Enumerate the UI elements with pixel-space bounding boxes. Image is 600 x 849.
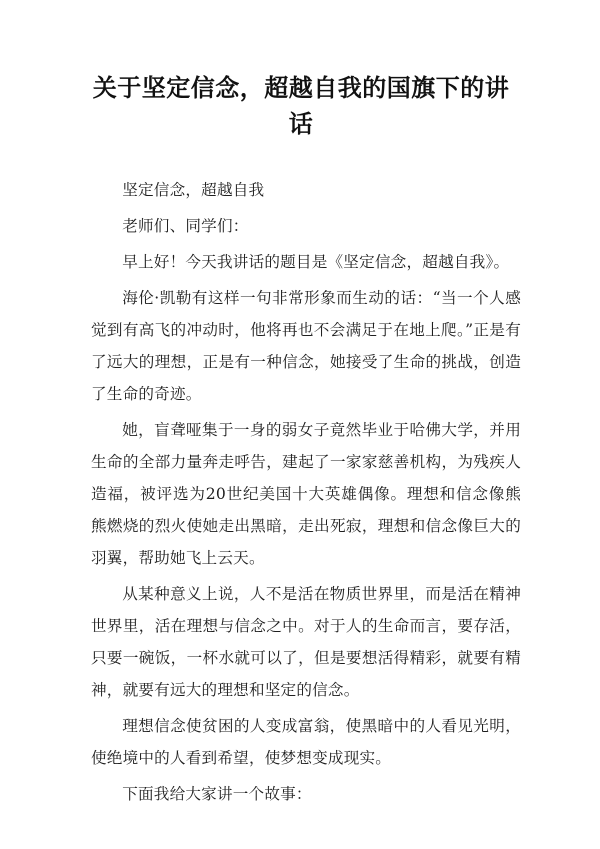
- paragraph-helen-keller-quote: 海伦·凯勒有这样一句非常形象而生动的话：“当一个人感觉到有高飞的冲动时，他将再也不会满足于在地上爬。”正是有了远大的理想，正是有一种信念，她接受了生命的挑战，创造了生命的奇迹。: [91, 289, 521, 403]
- document-body: [91, 174, 521, 814]
- paragraph-greeting: 早上好！今天我讲话的题目是《坚定信念，超越自我》。: [122, 253, 510, 271]
- paragraph-power-of-ideals: 理想信念使贫困的人变成富翁，使黑暗中的人看见光明，使绝境中的人看到希望，使梦想变成现实。: [91, 717, 521, 767]
- paragraph-subtitle: 坚定信念，超越自我: [122, 181, 265, 199]
- paragraph-helen-keller-story: 她，盲聋哑集于一身的弱女子竟然毕业于哈佛大学，并用生命的全部力量奔走呼告，建起了一家家慈善机构，为残疾人造福，被评选为20世纪美国十大英雄偶像。理想和信念像熊熊燃烧的烈火使她走出黑暗，走出死寂，理想和信念像巨大的羽翼，帮助她飞上云天。: [91, 421, 521, 567]
- paragraph-salutation: 老师们、同学们：: [122, 217, 249, 235]
- document-title: 关于坚定信念，超越自我的国旗下的讲话: [92, 73, 510, 138]
- paragraph-spiritual-world: 从某种意义上说，人不是活在物质世界里，而是活在精神世界里，活在理想与信念之中。对于人的生命而言，要存活，只要一碗饭，一杯水就可以了，但是要想活得精彩，就要有精神，就要有远大的理想和坚定的信念。: [91, 585, 521, 699]
- paragraph-story-intro: 下面我给大家讲一个故事：: [122, 785, 312, 803]
